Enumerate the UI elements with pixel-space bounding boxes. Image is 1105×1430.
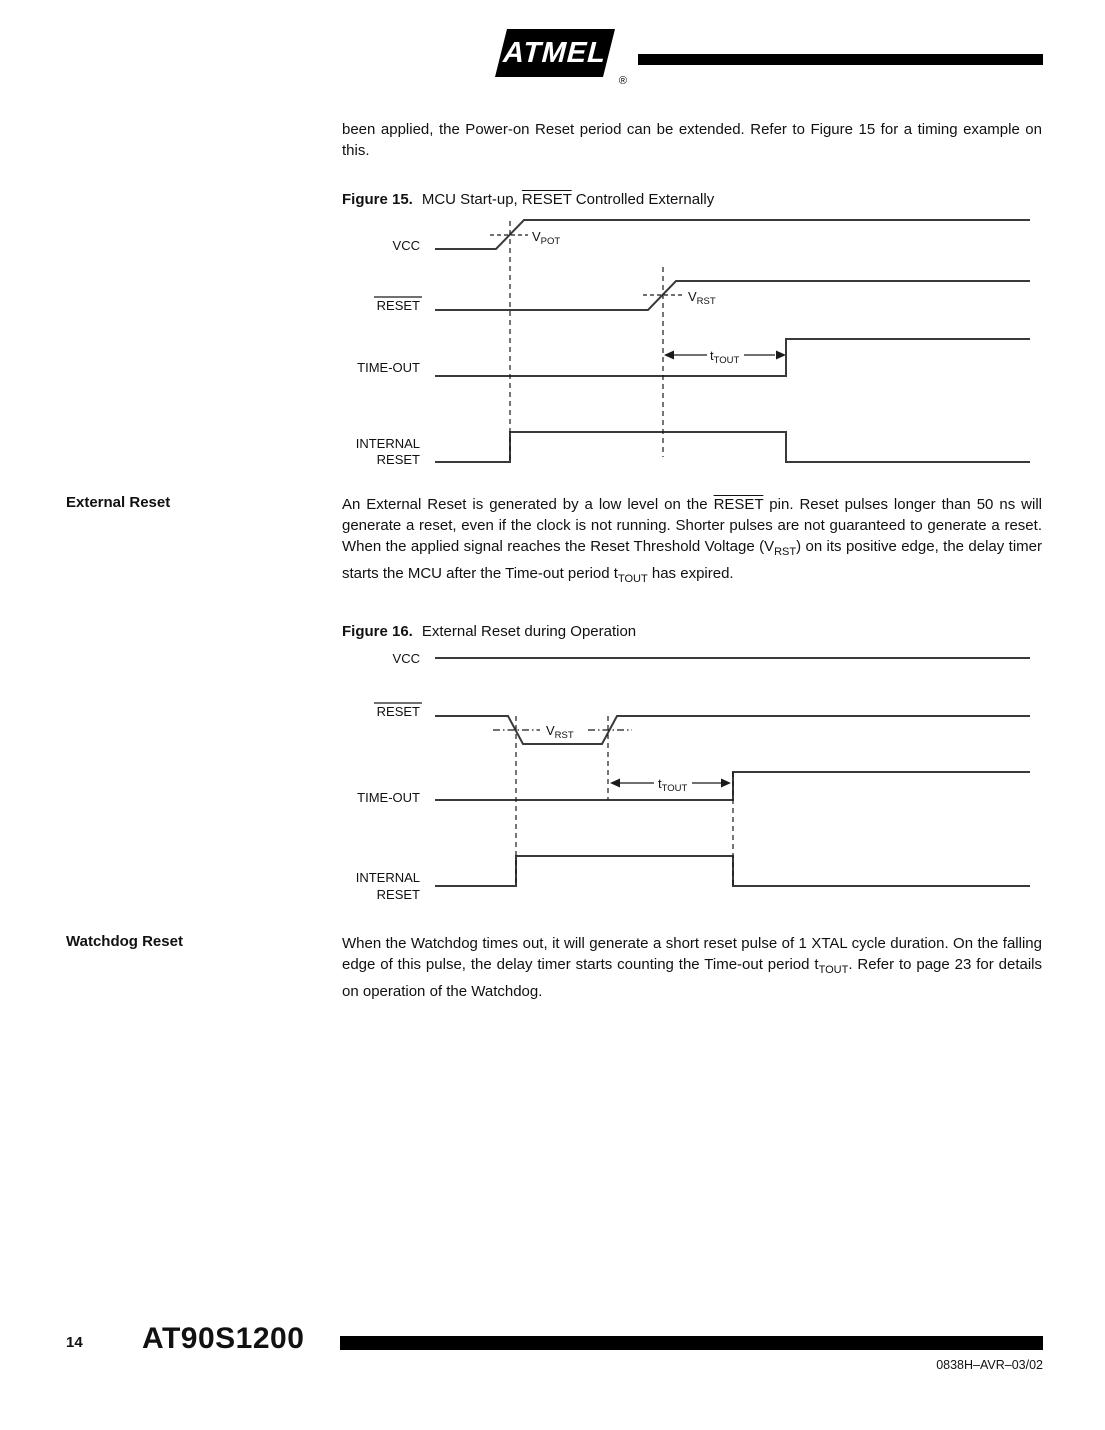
fig15-vrst-main: V <box>688 289 697 304</box>
fig16-vcc-label: VCC <box>392 651 420 666</box>
ext-seg4: ) on its positive edge, the delay timer starts the MCU after the Time-out period t <box>342 538 1042 582</box>
atmel-logo-text: ATMEL <box>499 36 611 69</box>
fig16-timeout-label: TIME-OUT <box>357 790 420 805</box>
figure15-caption-text: MCU Start-up, <box>421 191 522 208</box>
figure15-timing-diagram <box>340 205 1040 475</box>
atmel-logo <box>497 27 627 89</box>
figure15-caption-label: Figure 15. <box>342 191 413 208</box>
fig15-ttout-label <box>710 348 740 366</box>
fig16-vrst-sub: RST <box>554 730 574 741</box>
fig15-internal-label-line1: INTERNAL <box>355 436 420 451</box>
watchdog-reset-paragraph <box>342 933 1042 1002</box>
fig16-reset-label: RESET <box>376 704 420 719</box>
fig15-vpot-label <box>532 229 560 247</box>
product-name: AT90S1200 <box>142 1322 305 1355</box>
ext-seg3-sub: RST <box>774 546 797 558</box>
fig16-ttout-label <box>658 776 688 794</box>
figure15-caption-reset: RESET <box>521 191 572 208</box>
figure16-caption-text: External Reset during Operation <box>421 623 637 640</box>
figure16-timing-diagram <box>340 645 1040 910</box>
document-reference: 0838H–AVR–03/02 <box>936 1358 1043 1372</box>
ext-seg6: has expired. <box>647 565 734 582</box>
figure16-caption <box>342 623 636 640</box>
fig15-internal-reset-signal-path <box>435 432 1030 462</box>
fig16-vrst-label <box>546 723 574 741</box>
fig15-timeout-label: TIME-OUT <box>357 360 420 375</box>
fig15-vpot-sub: POT <box>540 236 561 247</box>
fig16-ttout-right-arrowhead-icon <box>721 779 731 788</box>
ext-seg5-sub: TOUT <box>617 573 648 585</box>
fig15-ttout-left-arrowhead-icon <box>664 351 674 360</box>
fig16-vrst-main: V <box>546 723 555 738</box>
f15-vrst-sub: RST <box>696 296 716 307</box>
fig15-ttout-right-arrowhead-icon <box>776 351 786 360</box>
fig15-vrst-label <box>688 289 716 307</box>
fig16-internal-label-line1: INTERNAL <box>355 870 420 885</box>
fig15-ttout-sub: TOUT <box>713 355 740 366</box>
header-rule-bar <box>638 54 1043 65</box>
atmel-logo-box <box>495 29 615 77</box>
intro-text: been applied, the Power-on Reset period can be extended. Refer to Figure 15 for a timing example on this. <box>342 121 1042 159</box>
wd-seg1-sub: TOUT <box>818 964 849 976</box>
fig16-internal-label-line2: RESET <box>376 887 420 902</box>
external-reset-heading: External Reset <box>66 494 171 511</box>
figure15-caption-tail: Controlled Externally <box>571 191 715 208</box>
wd-seg2: . Refer to page 23 for details on operation of the Watchdog. <box>342 956 1042 1000</box>
ext-seg2: pin. Reset pulses longer than 50 ns will generate a reset, even if the clock is not running. Shorter pulses are not guaranteed to generate a reset. When the applied signal reaches the Reset Threshold Voltage (V <box>342 496 1042 555</box>
registered-trademark-icon: ® <box>618 75 627 87</box>
ext-seg0: An External Reset is generated by a low level on the <box>342 496 714 513</box>
ext-seg1-reset-overline: RESET <box>713 496 764 513</box>
wd-seg0: When the Watchdog times out, it will generate a short reset pulse of 1 XTAL cycle duration. On the falling edge of this pulse, the delay timer starts counting the Time-out period t <box>342 935 1042 973</box>
footer-rule-bar <box>340 1336 1043 1350</box>
fig16-ttout-main: t <box>658 776 662 791</box>
fig15-reset-signal-path <box>435 281 1030 310</box>
intro-paragraph <box>342 119 1042 161</box>
fig15-reset-label: RESET <box>376 298 420 313</box>
fig15-ttout-main: t <box>710 348 714 363</box>
fig16-ttout-sub: TOUT <box>661 783 688 794</box>
fig15-vcc-signal-path <box>435 220 1030 249</box>
fig15-vpot-main: V <box>532 229 541 244</box>
page-number: 14 <box>66 1334 83 1351</box>
figure16-caption-label: Figure 16. <box>342 623 413 640</box>
fig16-ttout-left-arrowhead-icon <box>610 779 620 788</box>
fig15-internal-label-line2: RESET <box>376 452 420 467</box>
external-reset-paragraph <box>342 494 1042 590</box>
fig15-vcc-label: VCC <box>392 238 420 253</box>
watchdog-reset-heading: Watchdog Reset <box>66 933 183 950</box>
